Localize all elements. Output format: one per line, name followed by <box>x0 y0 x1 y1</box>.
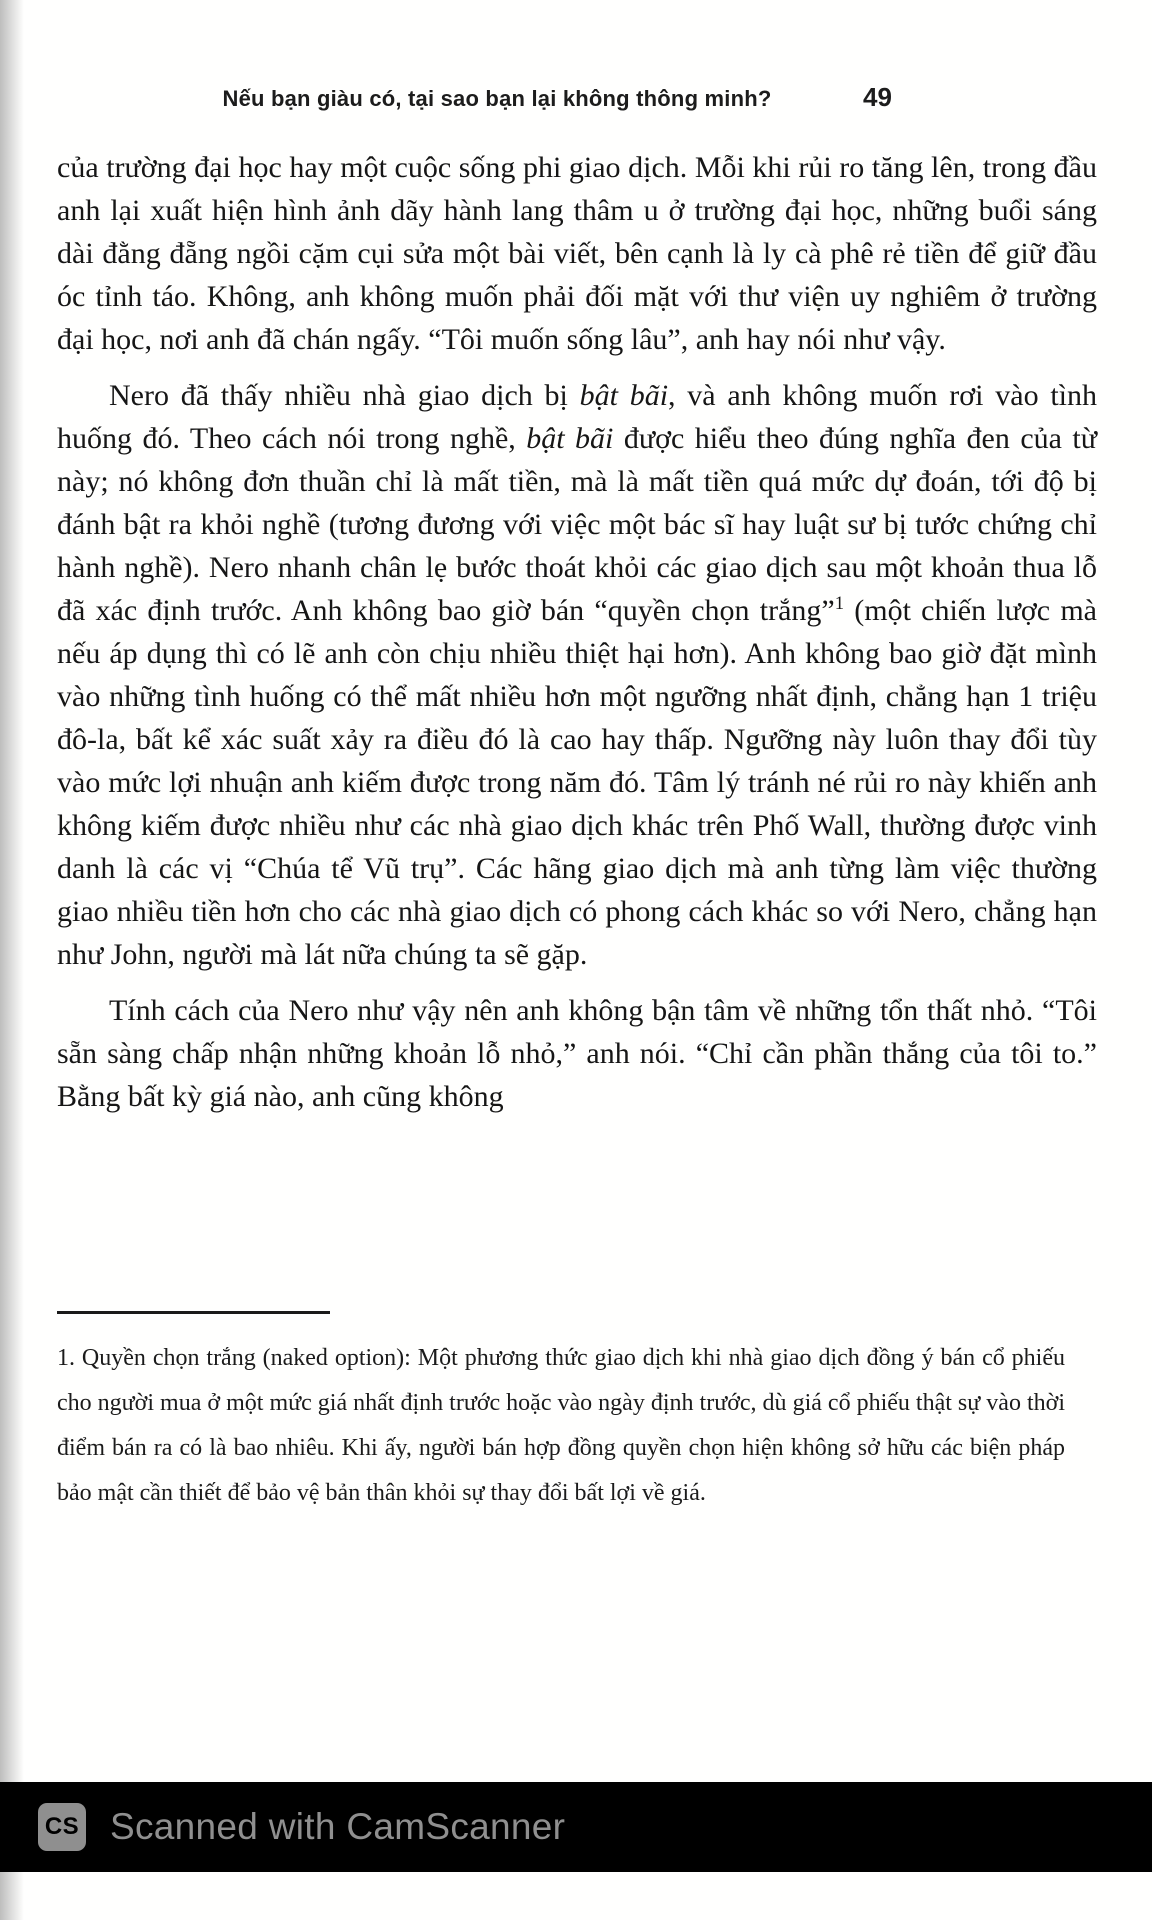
text-segment: , và anh không muốn rơi vào tình huống đó. Theo cách nói trong nghề, <box>57 379 1097 455</box>
text-segment: được hiểu theo đúng nghĩa đen của từ này; nó không đơn thuần chỉ là mất tiền, mà là mất tiền quá mức dự đoán, tới độ bị đánh bật ra khỏi nghề (tương đương với việc một bác sĩ hay luật sư bị tước chứng chỉ hành nghề). Nero nhanh chân lẹ bước thoát khỏi các giao dịch sau một khoản thua lỗ đã xác định trước. Anh không bao giờ bán “quyền chọn trắng” <box>57 422 1098 627</box>
text-segment: bật bãi <box>526 422 614 455</box>
footnote-text: 1. Quyền chọn trắng (naked option): Một phương thức giao dịch khi nhà giao dịch đồng ý bán cổ phiếu cho người mua ở một mức giá nhất định trước hoặc vào ngày định trước, dù giá cổ phiếu thật sự vào thời điểm bán ra có là bao nhiêu. Khi ấy, người bán hợp đồng quyền chọn hiện không sở hữu các biện pháp bảo mật cần thiết để bảo vệ bản thân khỏi sự thay đổi bất lợi về giá. <box>57 1345 1065 1506</box>
camscanner-watermark-bar <box>0 1782 1152 1872</box>
footnote-reference: 1 <box>834 593 845 614</box>
paragraph <box>57 146 1097 361</box>
paragraph <box>57 989 1097 1118</box>
scan-edge-shadow <box>0 0 24 1920</box>
text-segment: Nero đã thấy nhiều nhà giao dịch bị <box>109 379 580 412</box>
text-segment: Tính cách của Nero như vậy nên anh không bận tâm về những tổn thất nhỏ. “Tôi sẵn sàng chấp nhận những khoản lỗ nhỏ,” anh nói. “Chỉ cần phần thắng của tôi to.” Bằng bất kỳ giá nào, anh cũng không <box>57 994 1097 1113</box>
page-number: 49 <box>863 82 892 112</box>
text-segment: bật bãi <box>579 379 669 412</box>
text-segment: (một chiến lược mà nếu áp dụng thì có lẽ anh còn chịu nhiều thiệt hại hơn). Anh không bao giờ đặt mình vào những tình huống có thể mất nhiều hơn một ngưỡng nhất định, chẳng hạn 1 triệu đô-la, bất kể xác suất xảy ra điều đó là cao hay thấp. Ngưỡng này luôn thay đổi tùy vào mức lợi nhuận anh kiếm được trong năm đó. Tâm lý tránh né rủi ro này khiến anh không kiếm được nhiều như các nhà giao dịch khác trên Phố Wall, thường được vinh danh là các vị “Chúa tể Vũ trụ”. Các hãng giao dịch mà anh từng làm việc thường giao nhiều tiền hơn cho các nhà giao dịch có phong cách khác so với Nero, chẳng hạn như John, người mà lát nữa chúng ta sẽ gặp. <box>57 594 1097 971</box>
page-header <box>57 82 1095 126</box>
footnote <box>57 1336 1065 1516</box>
camscanner-watermark-text: Scanned with CamScanner <box>110 1806 566 1847</box>
text-segment: của trường đại học hay một cuộc sống phi giao dịch. Mỗi khi rủi ro tăng lên, trong đầu anh lại xuất hiện hình ảnh dãy hành lang thâm u ở trường đại học, những buổi sáng dài đằng đẵng ngồi cặm cụi sửa một bài viết, bên cạnh là ly cà phê rẻ tiền để giữ đầu óc tỉnh táo. Không, anh không muốn phải đối mặt với thư viện uy nghiêm ở trường đại học, nơi anh đã chán ngấy. “Tôi muốn sống lâu”, anh hay nói như vậy. <box>57 151 1097 356</box>
running-header-title: Nếu bạn giàu có, tại sao bạn lại không thông minh? <box>222 86 772 111</box>
paragraph <box>57 374 1097 976</box>
camscanner-logo-icon: CS <box>38 1803 86 1851</box>
body-text <box>57 146 1097 1131</box>
footnote-divider <box>57 1311 330 1314</box>
